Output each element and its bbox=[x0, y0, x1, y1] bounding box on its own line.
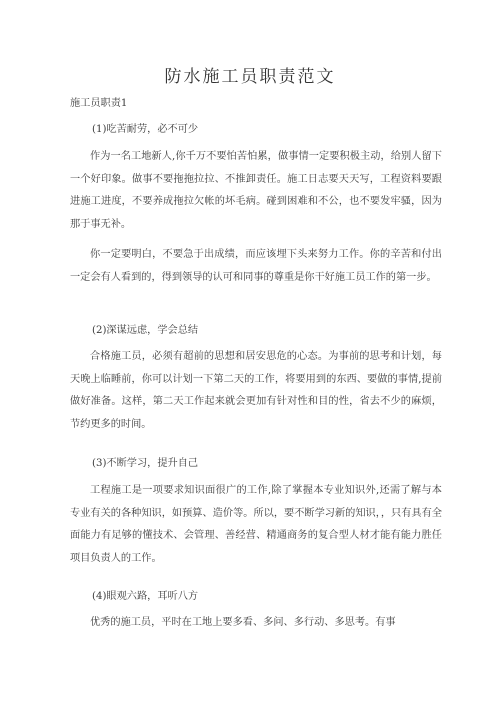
section-heading-1: (1)吃苦耐劳，必不可少 bbox=[92, 124, 199, 135]
paragraph-4-1: 优秀的施工员，平时在工地上要多看、多问、多行动、多思考。有事 bbox=[90, 617, 396, 628]
section-heading-2: (2)深谋远虑，学会总结 bbox=[92, 325, 199, 336]
document-subtitle: 施工员职责1 bbox=[70, 98, 128, 109]
paragraph-1-1: 作为一名工地新人,你千万不要怕苦怕累，做事情一定要积极主动，给别人留下一个好印象。做事不要拖拖拉拉、不推卸责任。施工日志要天天写，工程资料要跟进施工进度，不要养成拖拉欠帐的坏毛病。碰到困难和不公，也不要发牢骚，因为那于事无补。 bbox=[70, 151, 442, 230]
document-title: 防水施工员职责范文 bbox=[164, 67, 336, 87]
paragraph-3-1: 工程施工是一项要求知识面很广的工作,除了掌握本专业知识外,还需了解与本专业有关的各种知识，如预算、造价等。所以，要不断学习新的知识，，只有具有全面能力有足够的懂技术、会管理、善经营、精通商务的复合型人材才能有能力胜任项目负责人的工作。 bbox=[70, 485, 442, 564]
section-heading-4: (4)眼观六路，耳听八方 bbox=[92, 591, 199, 602]
section-heading-3: (3)不断学习，提升自己 bbox=[92, 458, 199, 469]
paragraph-2-1: 合格施工员，必须有超前的思想和居安思危的心态。为事前的思考和计划，每天晚上临睡前，你可以计划一下第二天的工作，将要用到的东西、要做的事情,提前做好准备。这样，第二天工作起来就会更加有针对性和目的性，省去不少的麻烦，节约更多的时间。 bbox=[70, 351, 442, 430]
paragraph-1-2: 你一定要明白，不要急于出成绩，而应该埋下头来努力工作。你的辛苦和付出一定会有人看到的，得到领导的认可和同事的尊重是你干好施工员工作的第一步。 bbox=[70, 249, 442, 283]
